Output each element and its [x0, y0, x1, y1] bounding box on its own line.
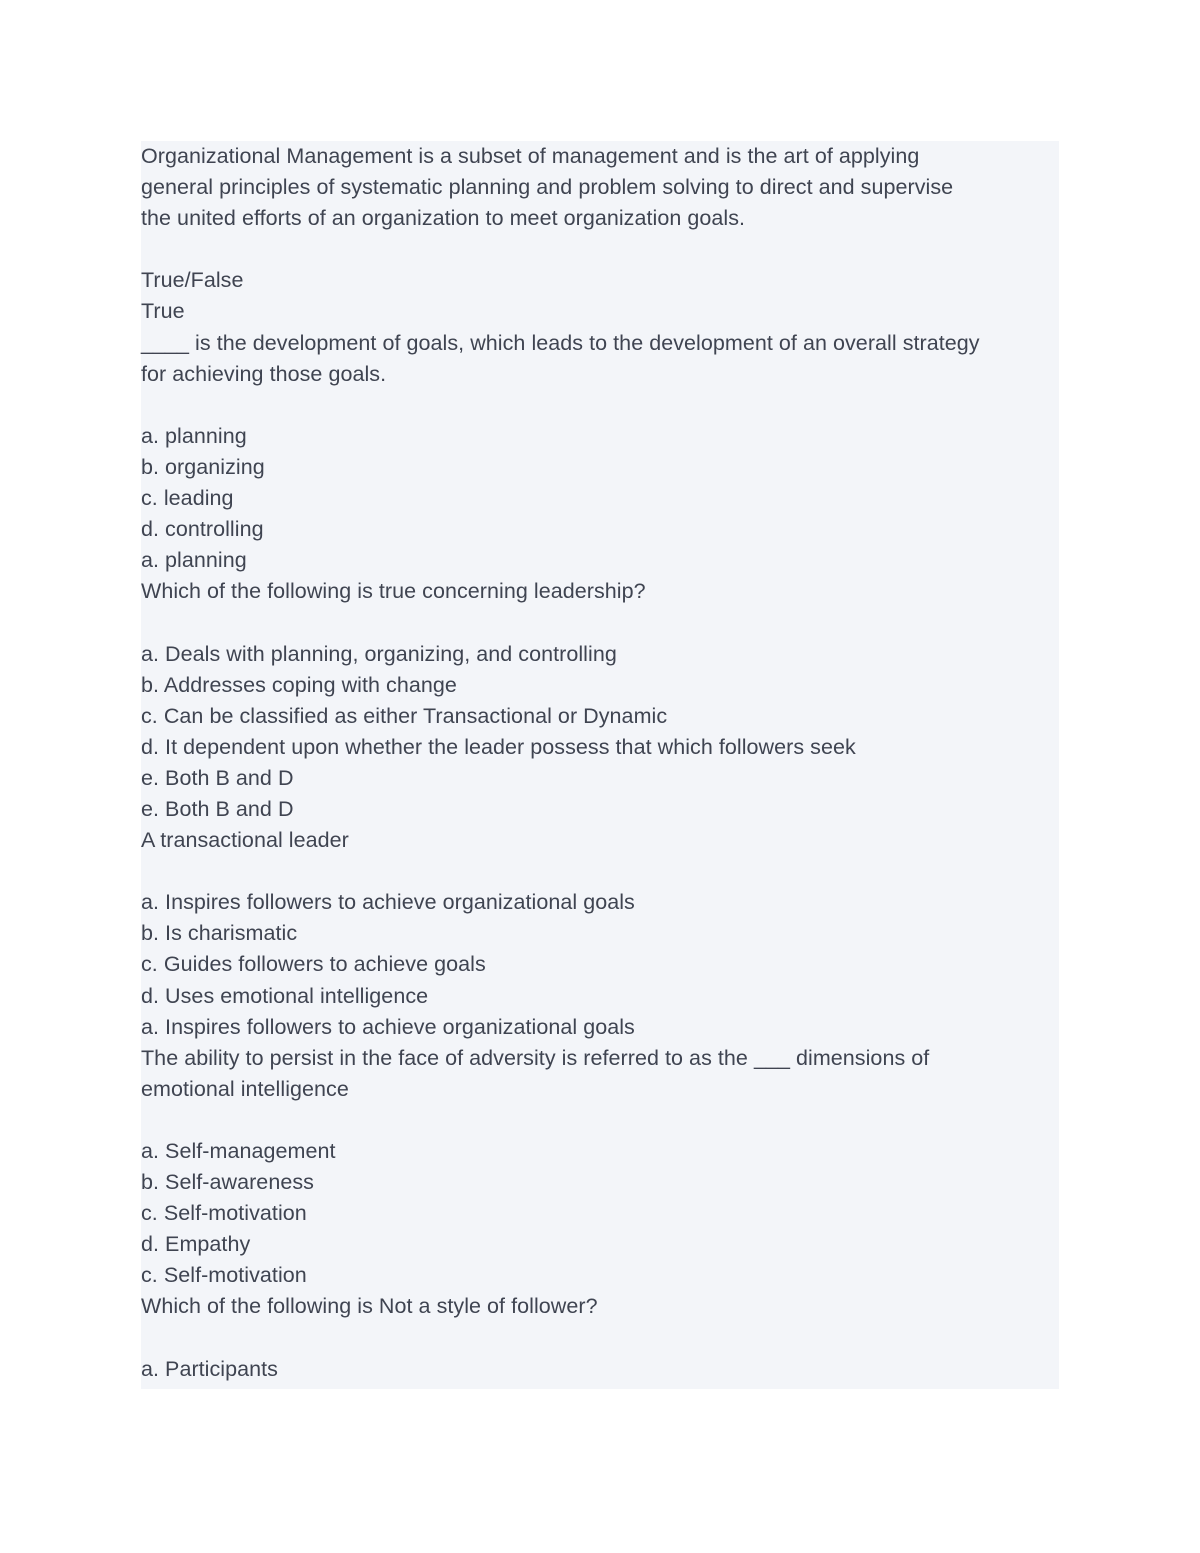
- text-line: c. Guides followers to achieve goals: [141, 952, 486, 977]
- text-line: d. It dependent upon whether the leader possess that which followers seek: [141, 734, 856, 759]
- text-line: c. Self-motivation: [141, 1263, 307, 1288]
- text-line: Organizational Management is a subset of management and is the art of applying: [141, 144, 920, 168]
- text-line: d. controlling: [141, 517, 264, 542]
- text-line: for achieving those goals.: [141, 361, 387, 386]
- text-line: the united efforts of an organization to meet organization goals.: [141, 206, 746, 231]
- text-line: d. Uses emotional intelligence: [141, 983, 429, 1008]
- blank-line: [141, 607, 1059, 638]
- text-line: a. Self-management: [141, 1139, 336, 1163]
- text-line: c. Can be classified as either Transactional or Dynamic: [141, 703, 668, 728]
- text-line: True: [141, 299, 185, 324]
- text-line: d. Empathy: [141, 1232, 251, 1257]
- blank-line: [141, 1105, 1059, 1136]
- text-line: c. leading: [141, 486, 234, 511]
- text-line: Which of the following is true concerning leadership?: [141, 579, 646, 604]
- blank-line: [141, 1323, 1059, 1354]
- text-line: The ability to persist in the face of adversity is referred to as the ___ dimensions of: [141, 1045, 930, 1070]
- text-line: b. Is charismatic: [141, 921, 298, 946]
- text-line: e. Both B and D: [141, 765, 294, 790]
- text-line: a. Inspires followers to achieve organizational goals: [141, 1014, 635, 1039]
- text-line: a. planning: [141, 423, 247, 448]
- text-line: emotional intelligence: [141, 1076, 349, 1101]
- text-line: A transactional leader: [141, 828, 349, 853]
- blank-line: [141, 856, 1059, 887]
- text-line: c. Self-motivation: [141, 1201, 307, 1226]
- text-line: a. Inspires followers to achieve organizational goals: [141, 890, 635, 915]
- text-line: ____ is the development of goals, which leads to the development of an overall strategy: [141, 330, 980, 355]
- blank-line: [141, 390, 1059, 421]
- text-line: a. Participants: [141, 1356, 278, 1381]
- text-line: b. Self-awareness: [141, 1170, 314, 1195]
- text-line: general principles of systematic planning and problem solving to direct and supervise: [141, 175, 954, 200]
- text-line: b. Addresses coping with change: [141, 672, 457, 697]
- text-line: a. Deals with planning, organizing, and controlling: [141, 641, 617, 666]
- document-content-block: [141, 141, 1059, 1389]
- document-text: [141, 141, 1059, 1385]
- text-line: b. organizing: [141, 454, 265, 479]
- blank-line: [141, 234, 1059, 265]
- text-line: Which of the following is Not a style of follower?: [141, 1294, 598, 1319]
- text-line: e. Both B and D: [141, 796, 294, 821]
- text-line: True/False: [141, 268, 244, 293]
- text-line: a. planning: [141, 548, 247, 573]
